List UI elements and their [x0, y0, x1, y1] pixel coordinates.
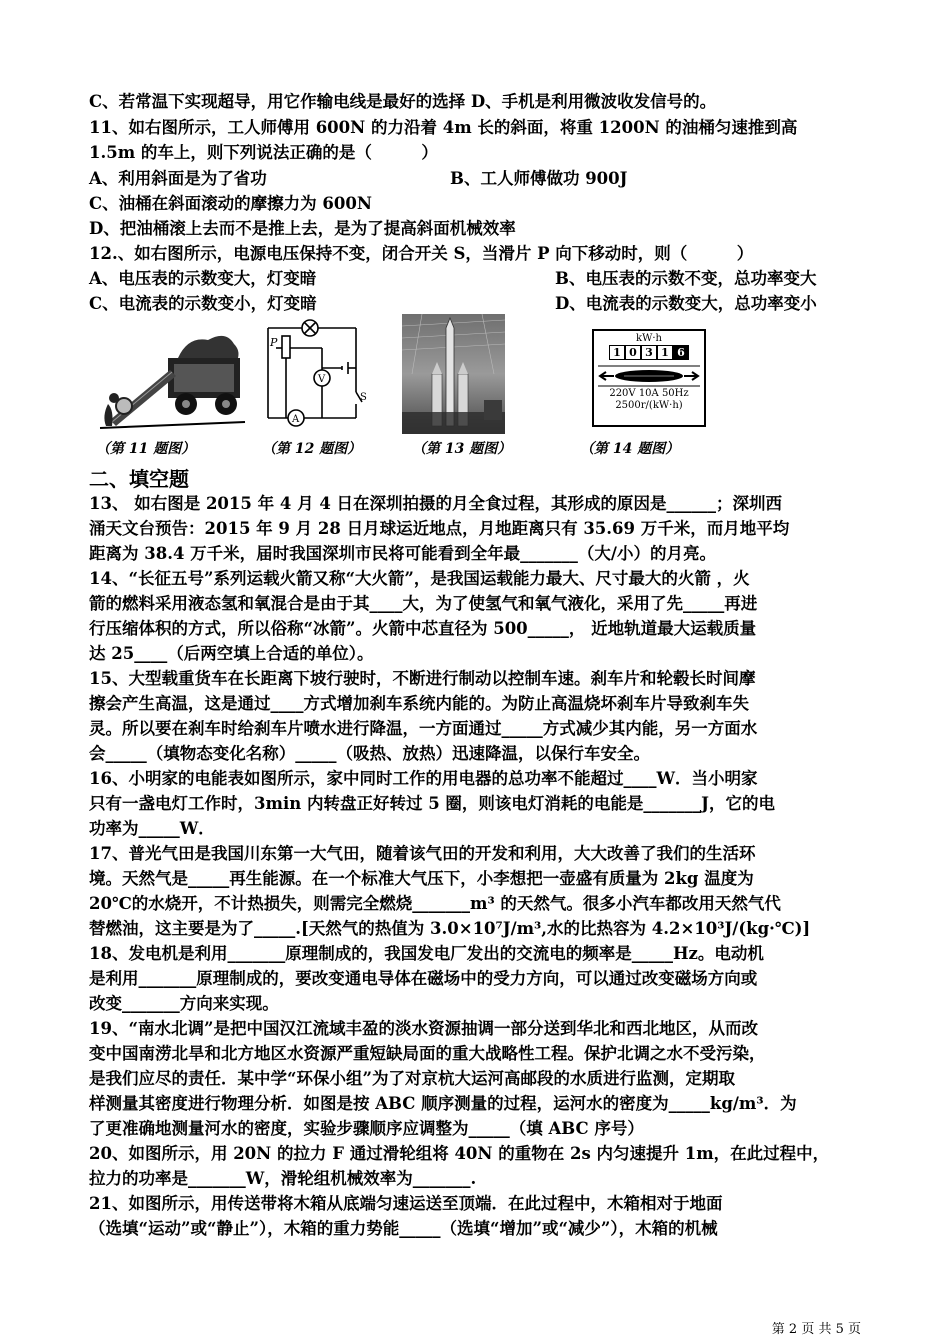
- label-ammeter: A: [292, 414, 300, 425]
- meter-spec-rating: 220V 10A 50Hz: [609, 388, 689, 399]
- meter-spec-revolutions: 2500r/(kW·h): [615, 400, 683, 411]
- body-line: 拉力的功率是_______W，滑轮组机械效率为_______.: [89, 1169, 477, 1188]
- body-line: 涌天文台预告：2015 年 9 月 28 日月球运近地点，月地距离只有 35.69 万千米，而月地平均: [89, 519, 790, 538]
- body-line: 会_____（填物态变化名称）_____（吸热、放热）迅速降温，以保行车安全。: [89, 744, 650, 763]
- body-line: 14、“长征五号”系列运载火箭又称“大火箭”，是我国运载能力最大、尺寸最大的火箭 ，火: [89, 569, 750, 588]
- figure-13-rocket-photo: [402, 314, 505, 434]
- body-line: 了更准确地测量河水的密度，实验步骤顺序应调整为_____（填 ABC 序号）: [89, 1119, 644, 1138]
- body-line: 替燃油，这主要是为了_____.[天然气的热值为 3.0×10⁷J/m³,水的比热容为 4.2×10³J/(kg·℃)]: [89, 919, 811, 938]
- meter-counter: [594, 345, 704, 360]
- body-line: 箭的燃料采用液态氢和氧混合是由于其____大，为了使氢气和氧气液化，采用了先_____再进: [89, 594, 758, 613]
- meter-disc: [594, 360, 704, 388]
- meter-digit: 1: [657, 345, 673, 360]
- body-line: 21、如图所示，用传送带将木箱从底端匀速运送至顶端．在此过程中，木箱相对于地面: [89, 1194, 723, 1213]
- q12-option-a: A、电压表的示数变大，灯变暗: [89, 269, 317, 288]
- question-11-line-2: 1.5m 的车上，则下列说法正确的是（ ）: [89, 143, 438, 162]
- q11-option-b: B、工人师傅做功 900J: [450, 169, 628, 188]
- q12-option-b: B、电压表的示数不变，总功率变大: [555, 269, 817, 288]
- q12-option-c: C、电流表的示数变小，灯变暗: [89, 294, 317, 313]
- figure-11-truck-ramp: [100, 318, 245, 433]
- caption-figure-11: （第 11 题图）: [96, 441, 196, 457]
- body-line: 改变_______方向来实现。: [89, 994, 279, 1013]
- caption-figure-12: （第 12 题图）: [262, 441, 362, 457]
- body-line: 16、小明家的电能表如图所示，家中同时工作的用电器的总功率不能超过____W．当小明家: [89, 769, 758, 788]
- body-line: 17、普光气田是我国川东第一大气田，随着该气田的开发和利用，大大改善了我们的生活环: [89, 844, 756, 863]
- q11-option-a: A、利用斜面是为了省功: [89, 169, 267, 188]
- caption-figure-14: （第 14 题图）: [580, 441, 680, 457]
- body-line: 灵。所以要在刹车时给刹车片喷水进行降温，一方面通过_____方式减少其内能，另一方面水: [89, 719, 758, 738]
- body-line: 13、 如右图是 2015 年 4 月 4 日在深圳拍摄的月全食过程，其形成的原因是______；深圳西: [89, 494, 783, 513]
- body-line: 只有一盏电灯工作时，3min 内转盘正好转过 5 圈，则该电灯消耗的电能是_______J，它的电: [89, 794, 775, 813]
- body-line: 15、大型载重货车在长距离下坡行驶时，不断进行制动以控制车速。刹车片和轮毂长时间摩: [89, 669, 756, 688]
- meter-digit: 1: [609, 345, 625, 360]
- figure-12-circuit: [262, 318, 367, 430]
- q11-option-d: D、把油桶滚上去而不是推上去，是为了提高斜面机械效率: [89, 219, 516, 238]
- body-line: （选填“运动”或“静止”），木箱的重力势能_____（选填“增加”或“减少”），木箱的机械: [89, 1219, 718, 1238]
- page-number-footer: 第 2 页 共 5 页: [771, 1322, 861, 1337]
- section-title-fill-in: 二、填空题: [89, 467, 189, 491]
- body-line: 20、如图所示，用 20N 的拉力 F 通过滑轮组将 40N 的重物在 2s 内匀速提升 1m，在此过程中，: [89, 1144, 830, 1163]
- body-line: 样测量其密度进行物理分析．如图是按 ABC 顺序测量的过程，运河水的密度为_____kg/m³．为: [89, 1094, 797, 1113]
- question-12-stem: 12.、如右图所示，电源电压保持不变，闭合开关 S，当滑片 P 向下移动时，则（ ）: [89, 244, 754, 263]
- meter-digit: 0: [625, 345, 641, 360]
- label-switch: S: [360, 392, 367, 403]
- body-line: 20℃的水烧开，不计热损失，则需完全燃烧_______m³ 的天然气。很多小汽车都改用天然气代: [89, 894, 781, 913]
- body-line: 19、“南水北调”是把中国汉江流域丰盈的淡水资源抽调一部分送到华北和西北地区，从而改: [89, 1019, 758, 1038]
- q11-option-c: C、油桶在斜面滚动的摩擦力为 600N: [89, 194, 372, 213]
- text-line: C、若常温下实现超导，用它作输电线是最好的选择 D、手机是利用微波收发信号的。: [89, 92, 717, 111]
- body-line: 是利用_______原理制成的，要改变通电导体在磁场中的受力方向，可以通过改变磁场方向或: [89, 969, 758, 988]
- caption-figure-13: （第 13 题图）: [412, 441, 512, 457]
- body-line: 是我们应尽的责任．某中学“环保小组”为了对京杭大运河高邮段的水质进行监测，定期取: [89, 1069, 735, 1088]
- body-line: 距离为 38.4 万千米，届时我国深圳市民将可能看到全年最_______（大/小）的月亮。: [89, 544, 716, 563]
- body-line: 达 25____（后两空填上合适的单位）。: [89, 644, 374, 663]
- body-line: 变中国南涝北旱和北方地区水资源严重短缺局面的重大战略性工程。保护北调之水不受污染，: [89, 1044, 766, 1063]
- figure-14-electricity-meter: [592, 329, 706, 427]
- question-11-line-1: 11、如右图所示，工人师傅用 600N 的力沿着 4m 长的斜面，将重 1200N 的油桶匀速推到高: [89, 118, 798, 137]
- label-voltmeter: V: [318, 374, 326, 385]
- body-line: 擦会产生高温，这是通过____方式增加刹车系统内能的。为防止高温烧坏刹车片导致刹车失: [89, 694, 749, 713]
- meter-unit-label: kW·h: [636, 333, 662, 344]
- body-line: 功率为_____W．: [89, 819, 215, 838]
- label-p: P: [270, 336, 278, 349]
- meter-digit-decimal: 6: [673, 345, 689, 360]
- q12-option-d: D、电流表的示数变大，总功率变小: [555, 294, 817, 313]
- body-line: 18、发电机是利用_______原理制成的，我国发电厂发出的交流电的频率是_____Hz。电动机: [89, 944, 764, 963]
- body-line: 行压缩体积的方式，所以俗称“冰箭”。火箭中芯直径为 500_____， 近地轨道最大运载质量: [89, 619, 757, 638]
- meter-digit: 3: [641, 345, 657, 360]
- body-line: 境。天然气是_____再生能源。在一个标准大气压下，小李想把一壶盛有质量为 2kg 温度为: [89, 869, 754, 888]
